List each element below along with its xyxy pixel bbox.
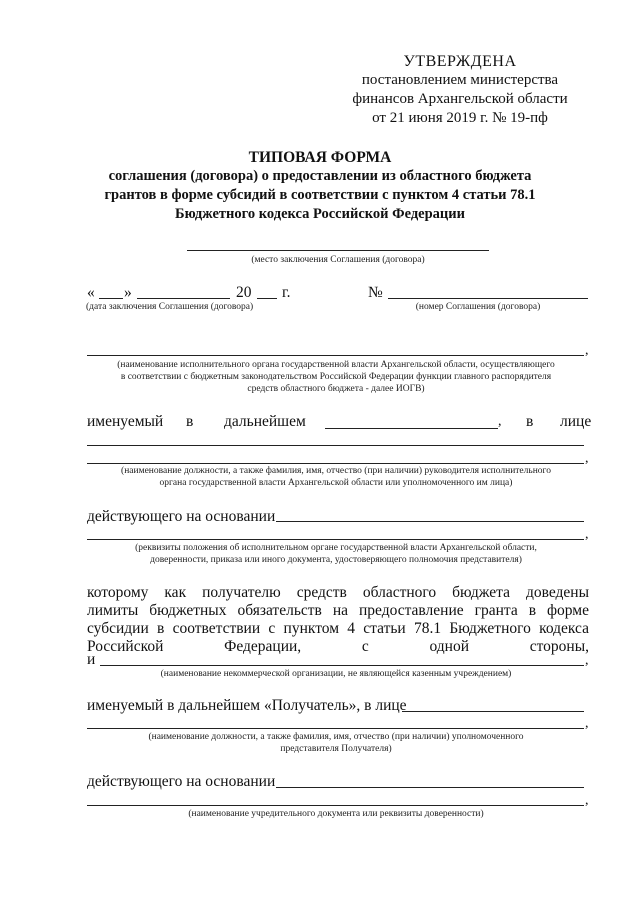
place-field[interactable] <box>187 250 489 251</box>
position-caption-line-1: (наименование должности, а также фамилия, имя, отчество (при наличии) руководителя исполнительного <box>121 466 551 476</box>
representative-comma: , <box>585 451 589 466</box>
doc-caption: (наименование учредительного документа или реквизиты доверенности) <box>188 809 484 819</box>
iogv-caption-line-1: (наименование исполнительного органа государственной власти Архангельской области, осуществляющего <box>117 360 555 370</box>
acting-basis-field-1[interactable] <box>276 521 584 522</box>
paragraph-line-4-word-2: Федерации, <box>224 638 302 655</box>
paragraph-line-4 <box>87 638 589 656</box>
paragraph-line-4-word-1: Российской <box>87 638 164 655</box>
representative-field-1[interactable] <box>87 445 584 446</box>
rekv-caption-line-1: (реквизиты положения об исполнительном органе государственной власти Архангельской области, <box>135 543 537 553</box>
representative-field-2[interactable] <box>87 463 584 464</box>
date-open-quote: « <box>87 284 95 301</box>
acting-basis-2-comma: , <box>585 793 589 808</box>
date-day-field[interactable] <box>99 298 123 299</box>
paragraph-line-4-word-5: стороны, <box>529 638 589 655</box>
named-word-4: в <box>526 413 534 430</box>
paragraph-line-2: лимиты бюджетных обязательств на предоставление гранта в форме <box>87 602 589 619</box>
form-subtitle-line-3: Бюджетного кодекса Российской Федерации <box>174 206 465 222</box>
date-close-quote: » <box>124 284 132 301</box>
position-caption <box>80 465 592 489</box>
paragraph-line-4-word-3: с <box>361 638 369 655</box>
nko-name-field[interactable] <box>100 665 584 666</box>
place-caption: (место заключения Соглашения (договора) <box>251 255 425 265</box>
nko-caption: (наименование некоммерческой организации, не являющейся казенным учреждением) <box>160 669 512 679</box>
acting-basis-field-2[interactable] <box>87 539 584 540</box>
acting-basis-2-field-1[interactable] <box>276 787 584 788</box>
approval-block <box>340 52 580 128</box>
recipient-comma: , <box>585 716 589 731</box>
recipient-caption-line-2: представителя Получателя) <box>280 744 392 754</box>
recipient-rep-field-1[interactable] <box>402 711 584 712</box>
paragraph-line-3: субсидии в соответствии с пунктом 4 статьи 78.1 Бюджетного кодекса <box>87 620 589 637</box>
form-header <box>60 148 580 224</box>
acting-basis-2-label: действующего на основании <box>87 773 276 790</box>
approval-line-1: постановлением министерства <box>361 72 559 88</box>
iogv-caption-line-2: в соответствии с бюджетным законодательством Российской Федерации функции главного распорядителя <box>120 372 552 382</box>
iogv-comma: , <box>585 343 589 358</box>
recipient-rep-field-2[interactable] <box>87 728 584 729</box>
number-caption: (номер Соглашения (договора) <box>415 302 541 312</box>
position-caption-line-2: органа государственной власти Архангельской области или уполномоченного им лица) <box>159 478 513 488</box>
date-year-suffix: г. <box>282 284 291 301</box>
date-caption: (дата заключения Соглашения (договора) <box>86 302 254 312</box>
form-title: ТИПОВАЯ ФОРМА <box>248 149 392 166</box>
date-year-prefix: 20 <box>236 284 252 301</box>
named-short-field[interactable] <box>325 428 498 429</box>
iogv-name-field[interactable] <box>87 355 584 356</box>
paragraph-line-4-word-4: одной <box>429 638 469 655</box>
named-word-5: лице <box>560 413 592 430</box>
acting-basis-label: действующего на основании <box>87 508 276 525</box>
number-symbol: № <box>368 284 383 301</box>
named-word-1: именуемый <box>87 413 164 430</box>
iogv-caption-line-3: средств областного бюджета - далее ИОГВ) <box>247 384 425 394</box>
named-word-3: дальнейшем <box>224 413 306 430</box>
paragraph-line-5: и <box>87 651 96 668</box>
recipient-named-label: именуемый в дальнейшем «Получатель», в лице <box>87 697 407 714</box>
rekv-caption-line-2: доверенности, приказа или иного документа, удостоверяющего полномочия представителя) <box>150 555 522 565</box>
named-comma: , <box>498 414 502 429</box>
named-word-2: в <box>186 413 194 430</box>
approval-line-2: финансов Архангельской области <box>352 91 568 107</box>
number-field[interactable] <box>388 298 588 299</box>
paragraph-line-1: которому как получателю средств областного бюджета доведены <box>87 584 589 601</box>
rekv-caption <box>80 542 592 566</box>
recipient-caption <box>80 731 592 755</box>
date-month-field[interactable] <box>137 298 230 299</box>
date-year-field[interactable] <box>257 298 277 299</box>
approval-title: УТВЕРЖДЕНА <box>403 53 517 70</box>
iogv-caption <box>80 359 592 395</box>
form-subtitle-line-1: соглашения (договора) о предоставлении из областного бюджета <box>108 168 532 184</box>
approval-line-3: от 21 июня 2019 г. № 19-пф <box>372 110 548 126</box>
acting-basis-2-field-2[interactable] <box>87 805 584 806</box>
form-subtitle-line-2: грантов в форме субсидий в соответствии с пунктом 4 статьи 78.1 <box>104 187 536 203</box>
acting-basis-comma: , <box>585 527 589 542</box>
recipient-caption-line-1: (наименование должности, а также фамилия, имя, отчество (при наличии) уполномоченного <box>148 732 524 742</box>
nko-comma: , <box>585 653 589 668</box>
